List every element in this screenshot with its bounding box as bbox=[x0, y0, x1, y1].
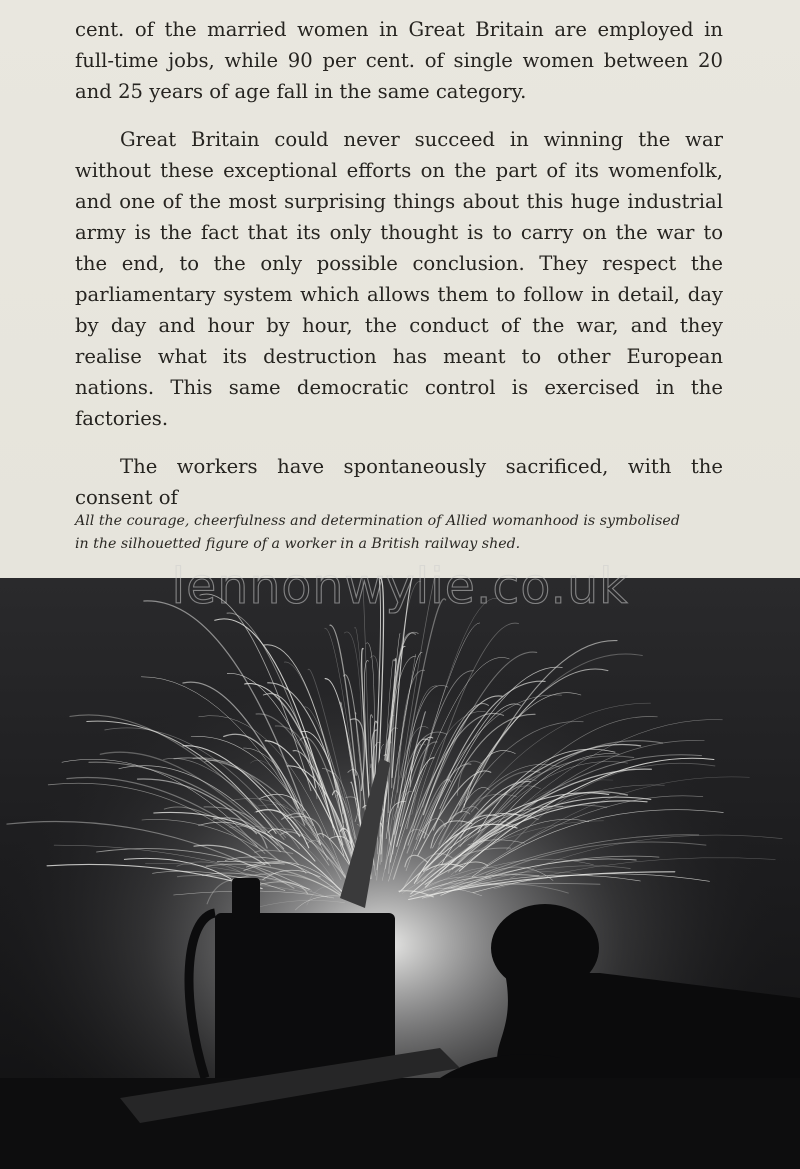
paragraph-1: cent. of the married women in Great Britain are employed in full-time jobs, while 90 per cent. of single women between 20 and 25 years of age fall in the same category. bbox=[75, 18, 723, 103]
caption-line-1: All the courage, cheerfulness and determination of Allied womanhood is symbolised bbox=[75, 513, 680, 529]
caption-line-2: in the silhouetted figure of a worker in a British railway shed. bbox=[75, 536, 521, 552]
photo-caption bbox=[75, 510, 725, 556]
paragraph-2: Great Britain could never succeed in winning the war without these exceptional efforts on the part of its womenfolk, and one of the most surprising things about this huge industrial army is the fact that its only thought is to carry on the war to the end, to the only possible conclusion. They respect the parliamentary system which allows them to follow in detail, day by day and hour by hour, the conduct of the war, and they realise what its destruction has meant to other European nations. This same democratic control is exercised in the factories. bbox=[75, 128, 723, 430]
machine-knob bbox=[232, 878, 260, 918]
photograph-welder-silhouette bbox=[0, 578, 800, 1169]
body-text bbox=[75, 14, 723, 530]
workbench bbox=[0, 1078, 800, 1169]
paragraph-3: The workers have spontaneously sacrificed, with the consent of bbox=[75, 455, 723, 509]
photo-illustration bbox=[0, 578, 800, 1169]
